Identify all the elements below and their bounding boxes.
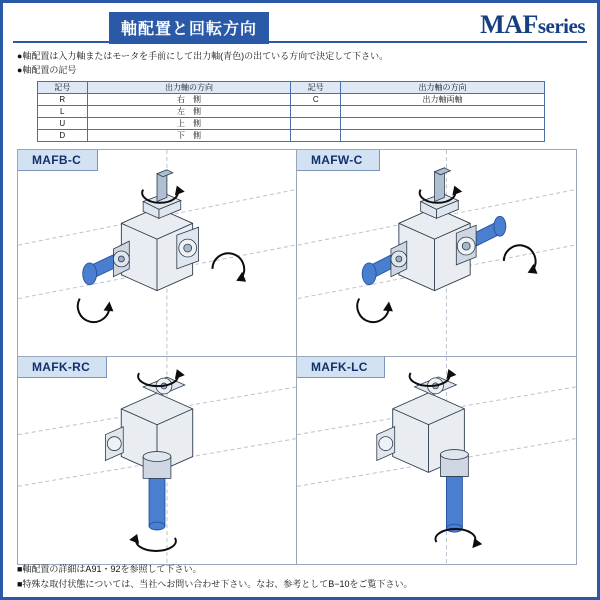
table-header-row [38, 82, 545, 94]
figure-caption-label: MAFW-C [311, 153, 363, 167]
table-cell: 右 側 [87, 94, 291, 106]
table-cell [291, 106, 341, 118]
figure-drawing-mafk-rc [18, 357, 296, 564]
figure-caption-label: MAFK-RC [32, 360, 91, 374]
figure-caption-label: MAFK-LC [311, 360, 368, 374]
figure-grid [17, 149, 577, 565]
table-header-cell: 出力軸の方向 [341, 82, 545, 94]
figure-cell-mafk-lc [297, 357, 576, 564]
table-cell: U [38, 118, 88, 130]
figure-cell-mafk-rc [18, 357, 297, 564]
table-cell [291, 118, 341, 130]
table-cell: R [38, 94, 88, 106]
figure-caption [297, 150, 380, 171]
table-cell: 左 側 [87, 106, 291, 118]
figure-drawing-mafw-c [297, 150, 576, 356]
series-logo-main: MAF [480, 10, 538, 39]
figure-caption [297, 357, 385, 378]
figure-caption [18, 357, 107, 378]
table-row [38, 130, 545, 142]
figure-caption [18, 150, 98, 171]
table-row [38, 118, 545, 130]
table-cell [291, 130, 341, 142]
table-cell: D [38, 130, 88, 142]
footer-line-2: ■特殊な取付状態については、当社へお問い合わせ下さい。なお、参考としてB−10をご覧下さい。 [17, 578, 413, 589]
table-cell: 出力軸両軸 [341, 94, 545, 106]
footer-line-1: ■軸配置の詳細はA91・92を参照して下さい。 [17, 564, 202, 575]
note-line-2: ●軸配置の記号 [17, 64, 77, 75]
table-cell: L [38, 106, 88, 118]
table-cell: 下 側 [87, 130, 291, 142]
notes-block [17, 50, 583, 77]
series-logo-sub: series [537, 14, 585, 38]
header-divider [13, 41, 587, 43]
page-title: 軸配置と回転方向 [109, 12, 269, 44]
table-header-cell: 記号 [38, 82, 88, 94]
shaft-code-table [37, 81, 545, 142]
table-row [38, 106, 545, 118]
table-cell [341, 106, 545, 118]
figure-drawing-mafk-lc [297, 357, 576, 564]
table-header-cell: 出力軸の方向 [87, 82, 291, 94]
figure-drawing-mafb-c [18, 150, 296, 356]
table-cell [341, 130, 545, 142]
footer-notes [17, 562, 583, 591]
figure-caption-label: MAFB-C [32, 153, 82, 167]
table-cell: 上 側 [87, 118, 291, 130]
page-header [13, 10, 587, 44]
table-header-cell: 記号 [291, 82, 341, 94]
note-line-1: ●軸配置は入力軸またはモータを手前にして出力軸(青色)の出ている方向で決定して下さい。 [17, 51, 389, 61]
figure-cell-mafb-c [18, 150, 297, 357]
table-cell [341, 118, 545, 130]
figure-cell-mafw-c [297, 150, 576, 357]
table-row [38, 94, 545, 106]
series-logo [480, 10, 585, 40]
table-cell: C [291, 94, 341, 106]
